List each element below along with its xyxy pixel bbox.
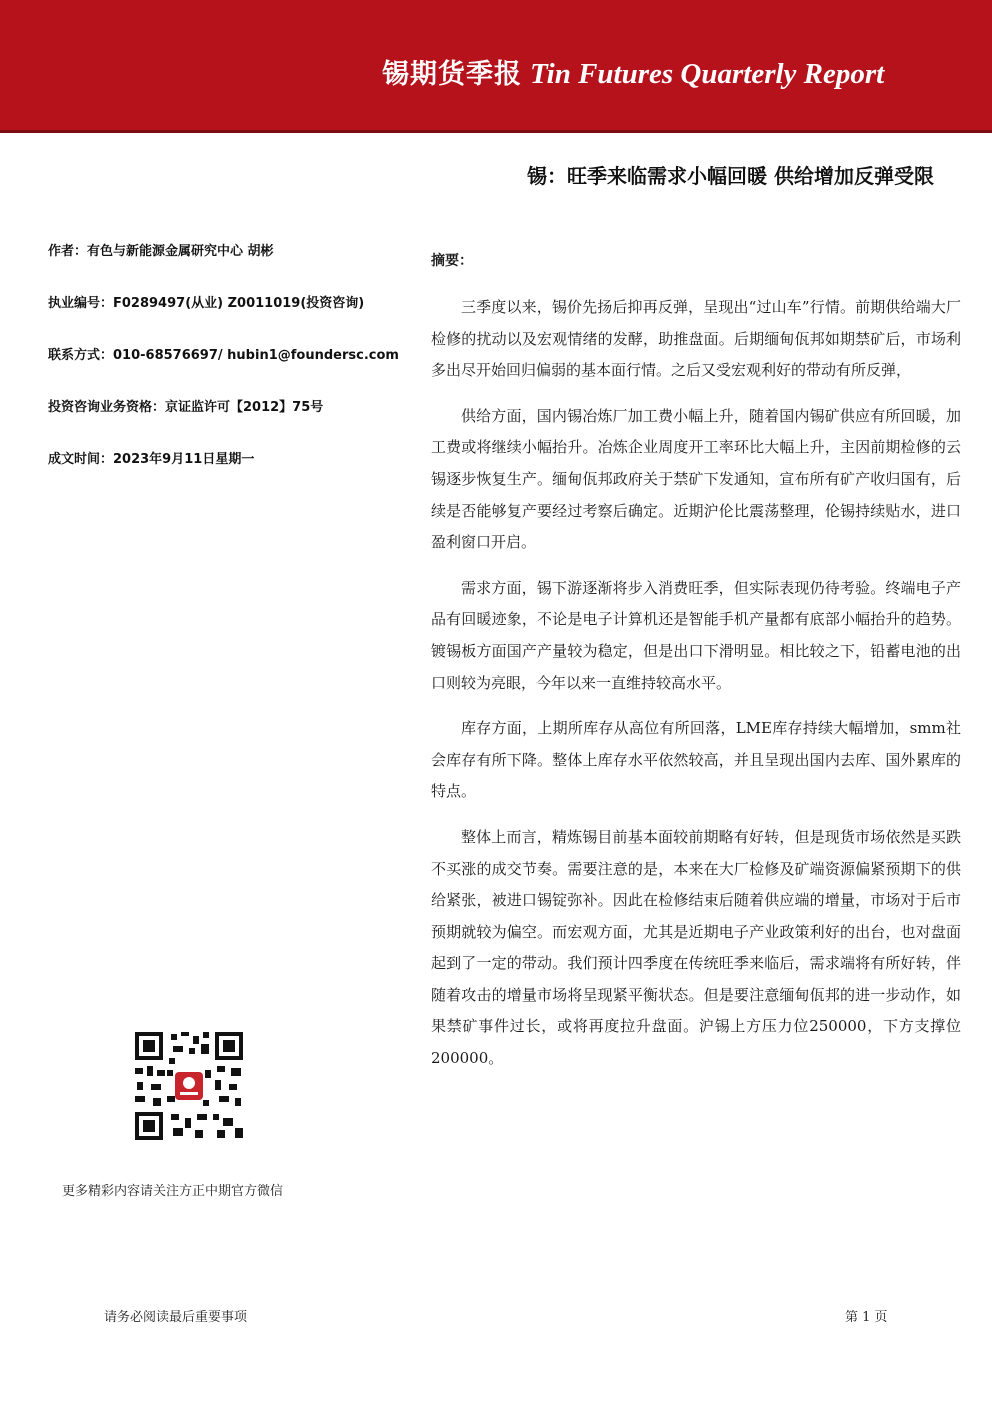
date-line: 成文时间：2023年9月11日星期一 [48,452,255,467]
report-title-cn: 锡期货季报 [382,59,522,90]
report-headline: 锡：旺季来临需求小幅回暖 供给增加反弹受限 [527,164,934,188]
qr-caption: 更多精彩内容请关注方正中期官方微信 [62,1184,284,1199]
abstract-paragraph: 三季度以来，锡价先扬后抑再反弹，呈现出“过山车”行情。前期供给端大厂检修的扰动以及宏观情绪的发酵，助推盘面。后期缅甸佤邦如期禁矿后，市场利多出尽开始回归偏弱的基本面行情。之后又受宏观利好的带动有所反弹， [431,298,961,380]
abstract-section [431,250,961,1089]
abstract-paragraph: 整体上而言，精炼锡目前基本面较前期略有好转，但是现货市场依然是买跌不买涨的成交节奏。需要注意的是，本来在大厂检修及矿端资源偏紧预期下的供给紧张，被进口锡锭弥补。因此在检修结束后随着供应端的增量，市场对于后市预期就较为偏空。而宏观方面，尤其是近期电子产业政策利好的出台，也对盘面起到了一定的带动。我们预计四季度在传统旺季来临后，需求端将有所好转，伴随着攻击的增量市场将呈现紧平衡状态。但是要注意缅甸佤邦的进一步动作，如果禁矿事件过长，或将再度拉升盘面。沪锡上方压力位250000，下方支撑位200000。 [431,827,961,1068]
abstract-label: 摘要： [431,253,473,269]
author-info [48,242,408,502]
page-number: 第 1 页 [845,1310,888,1325]
author-line: 作者：有色与新能源金属研究中心 胡彬 [48,244,274,259]
license-number-line: 执业编号：F0289497(从业) Z0011019(投资咨询) [48,296,365,311]
abstract-paragraph: 供给方面，国内锡冶炼厂加工费小幅上升，随着国内锡矿供应有所回暖，加工费或将继续小幅抬升。冶炼企业周度开工率环比大幅上升，主因前期检修的云锡逐步恢复生产。缅甸佤邦政府关于禁矿下发通知，宣布所有矿产收归国有，后续是否能够复产要经过考察后确定。近期沪伦比震荡整理，伦锡持续贴水，进口盈利窗口开启。 [431,406,961,552]
abstract-paragraph: 需求方面，锡下游逐渐将步入消费旺季，但实际表现仍待考验。终端电子产品有回暖迹象，不论是电子计算机还是智能手机产量都有底部小幅抬升的趋势。镀锡板方面国产产量较为稳定，但是出口下滑明显。相比较之下，铅蓄电池的出口则较为亮眼，今年以来一直维持较高水平。 [431,578,961,692]
qualification-line: 投资咨询业务资格：京证监许可【2012】75号 [48,400,324,415]
report-title-en: Tin Futures Quarterly Report [530,58,885,90]
report-title [382,52,884,91]
contact-line: 联系方式：010-68576697/ hubin1@foundersc.com [48,348,399,363]
qr-code-icon [133,1030,245,1142]
report-banner [0,0,992,133]
abstract-paragraph: 库存方面，上期所库存从高位有所回落，LME库存持续大幅增加，smm社会库存有所下降。整体上库存水平依然较高，并且呈现出国内去库、国外累库的特点。 [431,719,961,801]
footer-notice: 请务必阅读最后重要事项 [104,1310,248,1325]
